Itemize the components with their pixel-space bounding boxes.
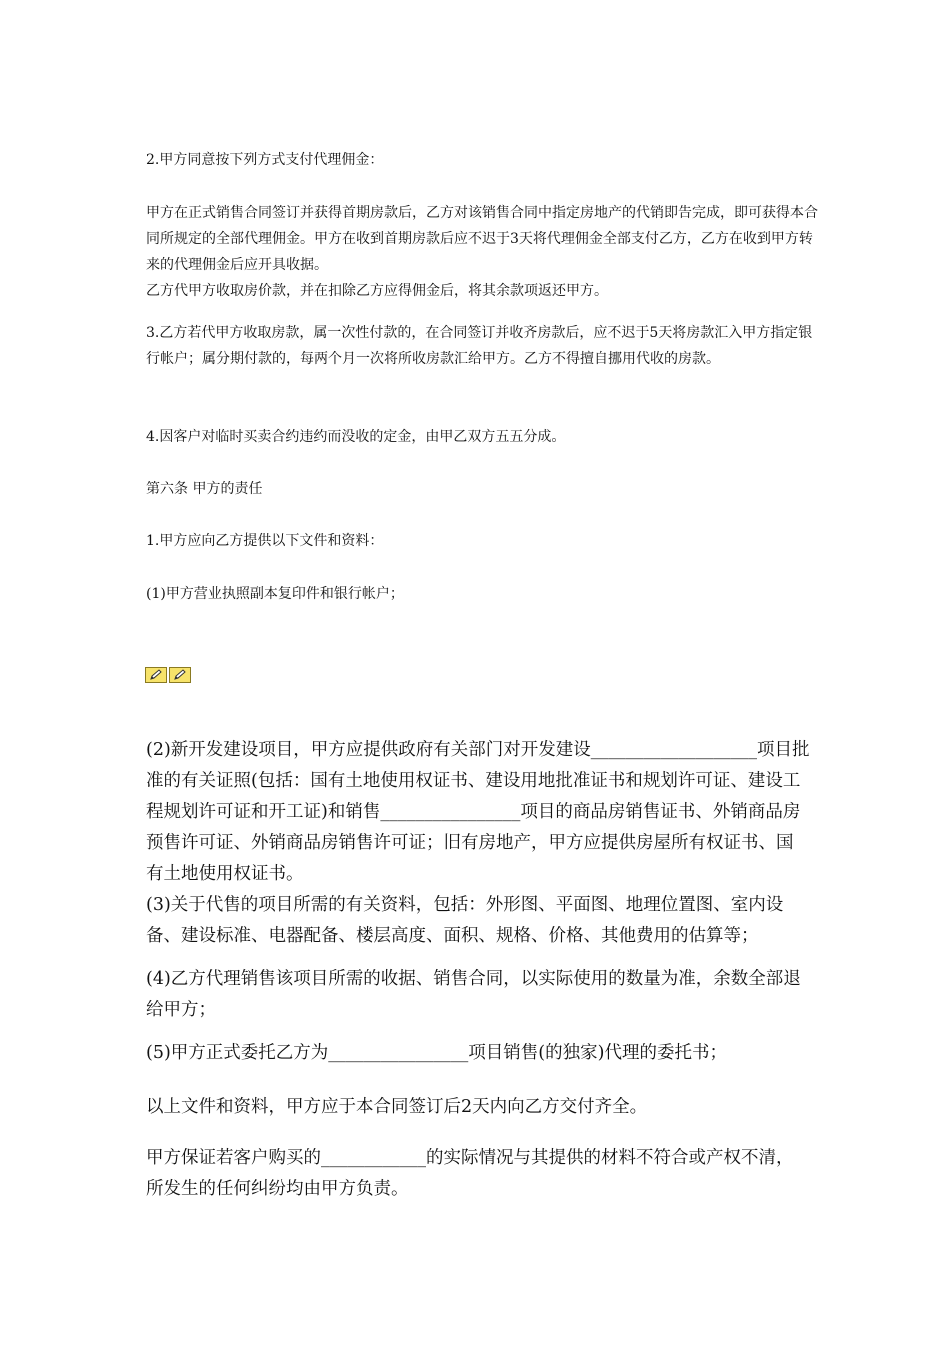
section-4: 4.因客户对临时买卖合约违约而没收的定金，由甲乙双方五五分成。: [146, 429, 566, 445]
sub-item-3: (3)关于代售的项目所需的有关资料，包括：外形图、平面图、地理位置图、室内设备、建设标准、电器配备、楼层高度、面积、规格、价格、其他费用的估算等；: [146, 895, 784, 946]
pencil-icon: [169, 667, 191, 683]
section-2-body: 甲方在正式销售合同签订并获得首期房款后，乙方对该销售合同中指定房地产的代销即告完成，即可获得本合同所规定的全部代理佣金。甲方在收到首期房款后应不迟于3天将代理佣金全部支付乙方，乙方在收到甲方转来的代理佣金后应开具收据。 乙方代甲方收取房价款，并在扣除乙方应得佣金后，将其余款项返还甲方。: [146, 205, 818, 299]
sub-item-4: (4)乙方代理销售该项目所需的收据、销售合同，以实际使用的数量为准，余数全部退给甲方；: [146, 969, 801, 1020]
delivery-clause: 以上文件和资料，甲方应于本合同签订后2天内向乙方交付齐全。: [146, 1097, 648, 1117]
pencil-icon: [145, 667, 167, 683]
sub-item-5: (5)甲方正式委托乙方为________________项目销售(的独家)代理的委托书；: [146, 1043, 727, 1063]
section-2-title: 2.甲方同意按下列方式支付代理佣金：: [146, 152, 384, 168]
embedded-icons: [145, 667, 193, 685]
section-3: 3.乙方若代甲方收取房款，属一次性付款的，在合同签订并收齐房款后，应不迟于5天将房款汇入甲方指定银行帐户；属分期付款的，每两个月一次将所收房款汇给甲方。乙方不得擅自挪用代收的房款。: [146, 325, 813, 367]
article-6-sub-1: (1)甲方营业执照副本复印件和银行帐户；: [146, 586, 404, 602]
article-6-item-1: 1.甲方应向乙方提供以下文件和资料：: [146, 533, 384, 549]
guarantee-clause: 甲方保证若客户购买的____________的实际情况与其提供的材料不符合或产权不清，所发生的任何纠纷均由甲方负责。: [146, 1148, 794, 1199]
article-6-title: 第六条 甲方的责任: [146, 481, 263, 497]
sub-item-2: (2)新开发建设项目，甲方应提供政府有关部门对开发建设___________________项目批准的有关证照(包括：国有土地使用权证书、建设用地批准证书和规划许可证、建设工程规划许可证和开工证)和销售________________项目的商品房销售证书、外销商品房预售许可证、外销商品房销售许可证；旧有房地产，甲方应提供房屋所有权证书、国有土地使用权证书。: [146, 740, 810, 884]
